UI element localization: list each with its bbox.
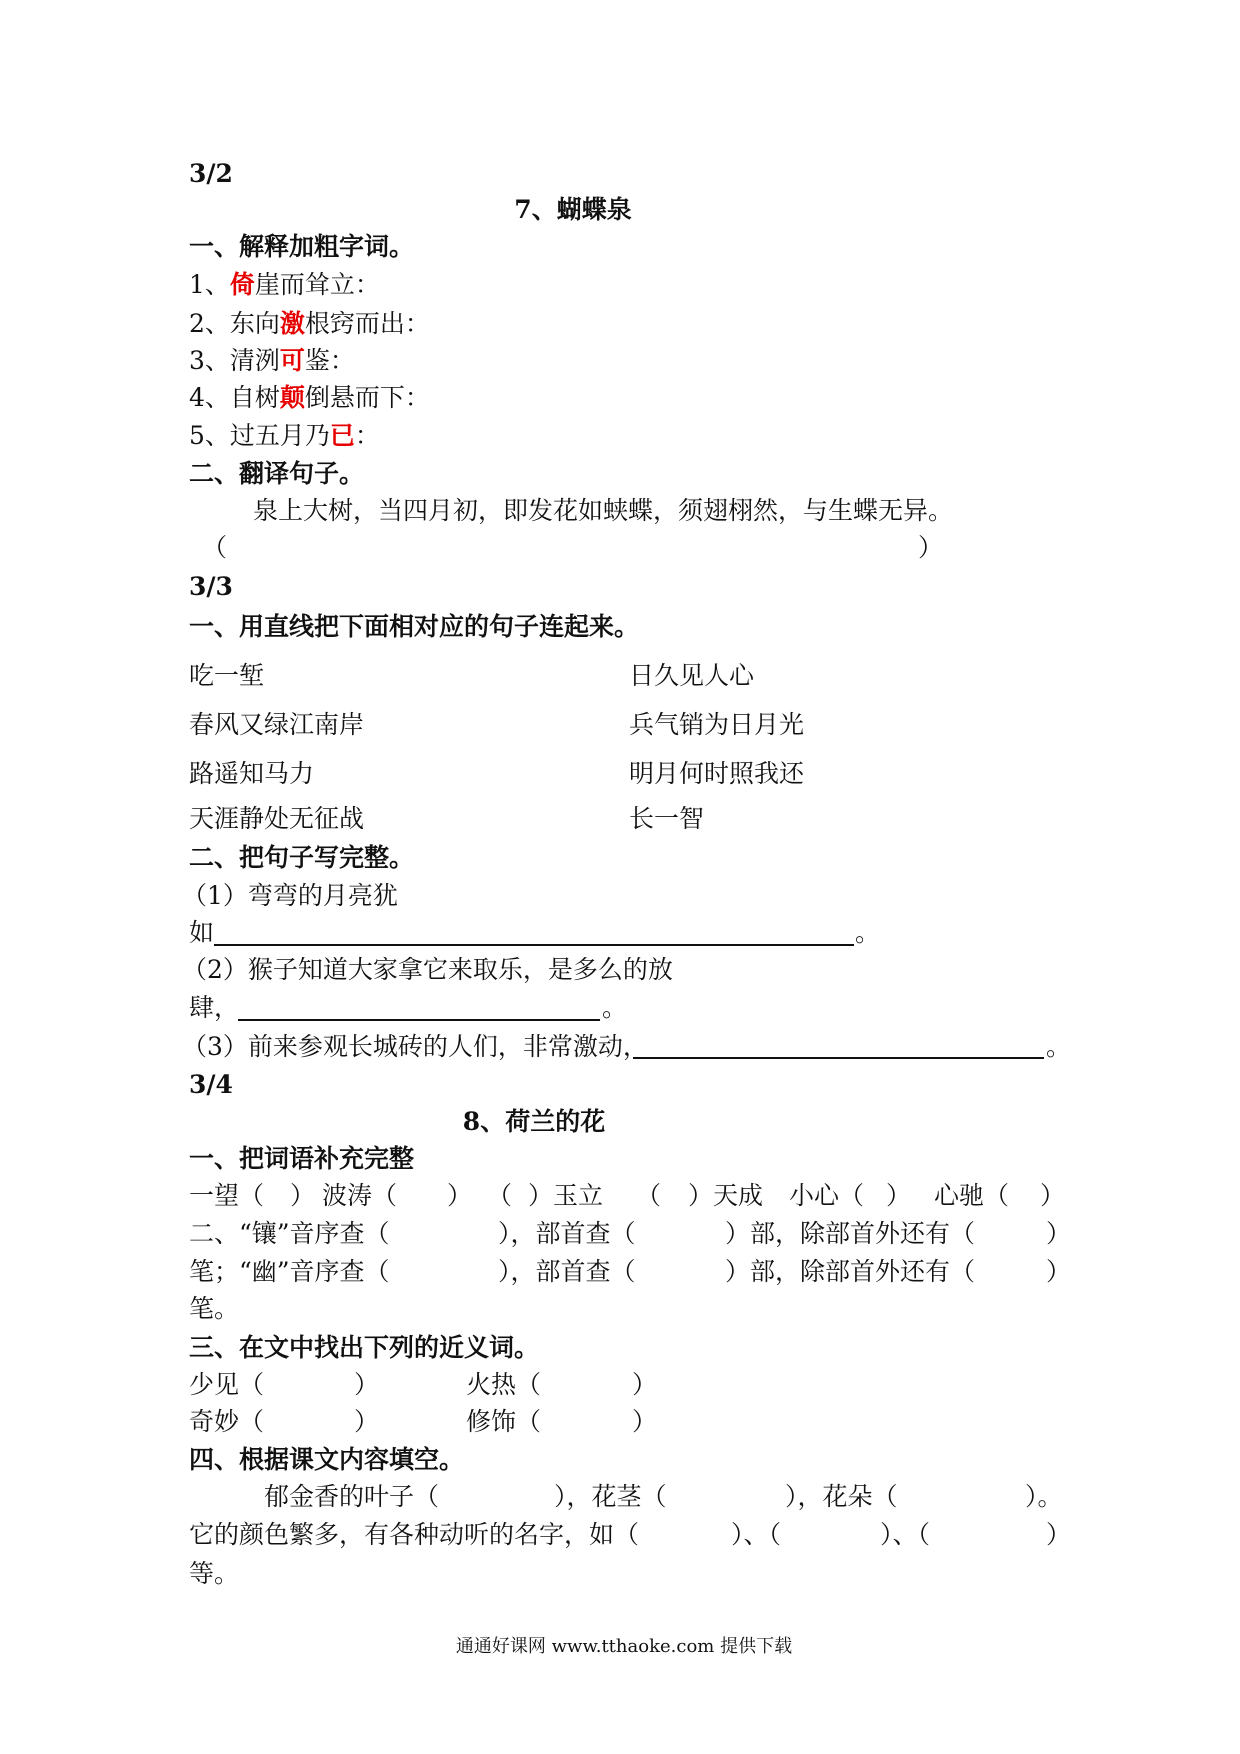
idiom-blank: ） (290, 1181, 316, 1210)
fill-in-text: ），花朵（ (785, 1482, 898, 1511)
match-left-item: 天涯静处无征战 (189, 804, 365, 833)
answer-paren-open: （ (202, 533, 228, 562)
synonym-blank: 修饰（ (466, 1407, 542, 1436)
dictionary-question: ） (1046, 1219, 1072, 1248)
idiom-blank: ） (447, 1181, 473, 1210)
match-right-item: 明月何时照我还 (629, 759, 805, 788)
idiom-blank: 一望（ (189, 1181, 265, 1210)
sentence-prompt-1: （1）弯弯的月亮犹 (182, 881, 398, 910)
word-item-prefix: 5、过五月乃 (189, 421, 330, 450)
lesson-title-7: 7、蝴蝶泉 (514, 195, 632, 224)
match-left-item: 春风又绿江南岸 (189, 710, 365, 739)
sentence-end: 。 (1046, 1032, 1072, 1061)
translation-sentence: 泉上大树，当四月初，即发花如蛱蝶，须翅栩然，与生蝶无异。 (253, 496, 954, 525)
synonym-blank: ） (632, 1407, 658, 1436)
sentence-end: 。 (602, 993, 628, 1022)
page-footer: 通通好课网 www.tthaoke.com 提供下载 (455, 1636, 793, 1657)
date-label-3-3: 3/3 (189, 572, 233, 601)
question-heading: 三、在文中找出下列的近义词。 (189, 1333, 540, 1362)
answer-blank-line (238, 1019, 600, 1021)
dictionary-question: ），部首查（ (498, 1219, 636, 1248)
word-item-suffix: 鉴： (304, 346, 355, 375)
idiom-blank: 波涛（ (322, 1181, 398, 1210)
match-left-item: 吃一堑 (189, 661, 265, 690)
question-heading: 一、把词语补充完整 (189, 1144, 415, 1173)
date-label-3-4: 3/4 (189, 1070, 233, 1099)
word-item (189, 309, 430, 339)
fill-in-text: ）。 (1025, 1482, 1063, 1511)
word-item-prefix: 4、自树 (189, 383, 280, 412)
idiom-blank: 心驰（ (934, 1181, 1010, 1210)
dictionary-question: 二、“镶”音序查（ (189, 1219, 390, 1248)
word-item (189, 421, 380, 451)
dictionary-question: ）部，除部首外还有（ (725, 1257, 976, 1286)
fill-in-text: 郁金香的叶子（ (264, 1482, 440, 1511)
fill-in-text: ）、（ (880, 1520, 931, 1549)
highlighted-char: 已 (329, 421, 355, 450)
word-item (189, 383, 430, 413)
dictionary-question: 笔；“幽”音序查（ (189, 1257, 390, 1286)
word-item-suffix: 根窍而出： (304, 309, 430, 338)
sentence-prompt-1-cont: 如 (189, 918, 215, 947)
sentence-prompt-3: （3）前来参观长城砖的人们，非常激动， (182, 1032, 648, 1061)
idiom-blank: ） (1040, 1181, 1066, 1210)
synonym-blank: ） (354, 1407, 380, 1436)
idiom-blank: ） (886, 1181, 912, 1210)
sentence-prompt-2: （2）猴子知道大家拿它来取乐，是多么的放 (182, 955, 673, 984)
answer-blank-line (633, 1057, 1044, 1059)
highlighted-char: 倚 (229, 270, 255, 299)
synonym-blank: ） (354, 1370, 380, 1399)
word-item-prefix: 3、清洌 (189, 346, 280, 375)
question-heading: 二、翻译句子。 (189, 459, 365, 488)
question-heading: 一、解释加粗字词。 (189, 232, 415, 261)
question-heading: 四、根据课文内容填空。 (189, 1445, 465, 1474)
synonym-blank: 奇妙（ (189, 1407, 265, 1436)
word-item-suffix: ： (354, 421, 380, 450)
fill-in-text: 等。 (189, 1559, 240, 1588)
highlighted-char: 激 (279, 309, 305, 338)
idiom-blank: ）玉立 (528, 1181, 604, 1210)
match-right-item: 兵气销为日月光 (629, 710, 805, 739)
date-label-3-2: 3/2 (189, 159, 233, 188)
word-item-suffix: 倒悬而下： (304, 383, 430, 412)
fill-in-text: ），花茎（ (554, 1482, 667, 1511)
idiom-blank: （ (636, 1181, 662, 1210)
idiom-blank: （ (487, 1181, 513, 1210)
question-heading: 二、把句子写完整。 (189, 843, 415, 872)
sentence-end: 。 (855, 918, 881, 947)
match-right-item: 日久见人心 (629, 661, 755, 690)
word-item-prefix: 2、东向 (189, 309, 280, 338)
fill-in-text: ） (1046, 1520, 1072, 1549)
lesson-title-8: 8、荷兰的花 (462, 1107, 606, 1136)
synonym-blank: 少见（ (189, 1370, 265, 1399)
sentence-prompt-2-cont: 肆， (189, 993, 240, 1022)
dictionary-question: ）部，除部首外还有（ (725, 1219, 976, 1248)
match-left-item: 路遥知马力 (189, 759, 315, 788)
dictionary-question: ），部首查（ (498, 1257, 636, 1286)
word-item (189, 270, 380, 300)
dictionary-question: ） (1046, 1257, 1072, 1286)
dictionary-question: 笔。 (189, 1294, 240, 1323)
fill-in-text: 它的颜色繁多，有各种动听的名字，如（ (189, 1520, 640, 1549)
word-item-prefix: 1、 (189, 270, 230, 299)
fill-in-text: ）、（ (731, 1520, 782, 1549)
idiom-blank: 小心（ (789, 1181, 865, 1210)
answer-blank-line (214, 944, 854, 946)
word-item (189, 346, 355, 376)
word-item-suffix: 崖而耸立： (254, 270, 380, 299)
synonym-blank: ） (632, 1370, 658, 1399)
question-heading: 一、用直线把下面相对应的句子连起来。 (189, 612, 640, 641)
answer-paren-close: ） (918, 533, 944, 562)
synonym-blank: 火热（ (466, 1370, 542, 1399)
idiom-blank: ）天成 (688, 1181, 764, 1210)
match-right-item: 长一智 (629, 804, 705, 833)
highlighted-char: 可 (279, 346, 305, 375)
highlighted-char: 颠 (279, 383, 305, 412)
